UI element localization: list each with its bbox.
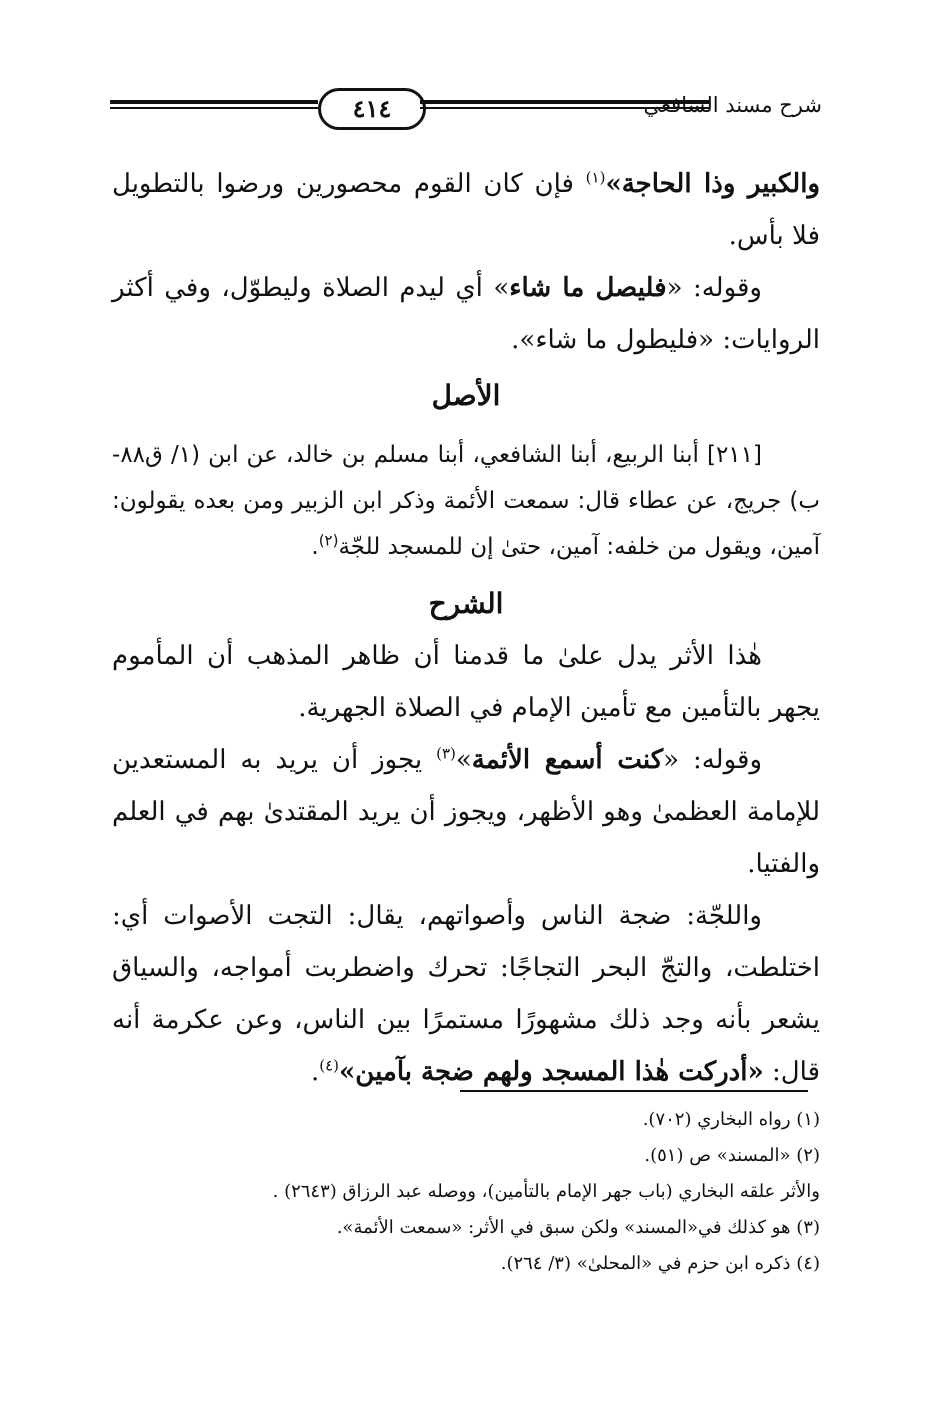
heading-sharh: الشرح	[428, 587, 504, 620]
hadith-text: [٢١١] أبنا الربيع، أبنا الشافعي، أبنا مسلم بن خالد، عن ابن (١/ ق٨٨-ب) جريج، عن عطاء قال: سمعت الأئمة وذكر ابن الزبير ومن بعده يقولون: آمين، ويقول من خلفه: آمين، حتىٰ إن للمسجد للجّة$^{(٢)}$.	[112, 442, 820, 560]
sharh-paragraph-3: واللجّة: ضجة الناس وأصواتهم، يقال: التجت الأصوات أي: اختلطت، والتجّ البحر التجاجًا: تحرك واضطربت أمواجه، والسياق يشعر بأنه وجد ذلك مشهورًا مستمرًا بين الناس، وعن عكرمة أنه قال: «أدركت هٰذا المسجد ولهم ضجة بآمين»$^{(٤)}$.	[112, 901, 820, 1087]
footnotes	[112, 1102, 820, 1282]
footnote-separator	[460, 1090, 808, 1092]
footnote-2: (٢) «المسند» ص (٥١).	[644, 1145, 820, 1166]
book-title: شرح مسند الشافعي	[643, 93, 822, 117]
sharh-paragraph-1: هٰذا الأثر يدل علىٰ ما قدمنا أن ظاهر المذهب أن المأموم يجهر بالتأمين مع تأمين الإمام في الصلاة الجهرية.	[112, 641, 820, 723]
page-number: ٤١٤	[318, 88, 426, 130]
footnote-1: (١) رواه البخاري (٧٠٢).	[642, 1109, 820, 1130]
footnote-3: (٣) هو كذلك في«المسند» ولكن سبق في الأثر: «سمعت الأئمة».	[336, 1217, 820, 1238]
sharh-section	[112, 630, 820, 1098]
footnote-ref-4[interactable]: (٤)	[319, 1056, 340, 1075]
footnote-4: (٤) ذكره ابن حزم في «المحلىٰ» (٣/ ٢٦٤).	[500, 1253, 820, 1274]
header-rule-left	[110, 100, 318, 112]
footnote-ref-3[interactable]: (٣)	[436, 744, 456, 763]
footnote-ref-1[interactable]: (١)	[585, 168, 606, 187]
intro-paragraph-1: والكبير وذا الحاجة»$^{(١)}$ فإن كان القوم محصورين ورضوا بالتطويل فلا بأس.	[112, 168, 820, 251]
heading-asl: الأصل	[431, 379, 501, 412]
sharh-paragraph-2: وقوله: «كنت أسمع الأئمة»$^{(٣)}$ يجوز أن يريد به المستعدين للإمامة العظمىٰ وهو الأظهر، ويجوز أن يريد المقتدىٰ بهم في العلم والفتيا.	[112, 744, 820, 879]
intro-paragraph-2: وقوله: «فليصل ما شاء» أي ليدم الصلاة وليطوّل، وفي أكثر الروايات: «فليطول ما شاء».	[112, 273, 820, 355]
intro-section	[112, 158, 820, 366]
running-header	[110, 88, 822, 132]
footnote-2-continued: والأثر علقه البخاري (باب جهر الإمام بالتأمين)، ووصله عبد الرزاق (٢٦٤٣) .	[272, 1181, 820, 1202]
footnote-ref-2[interactable]: (٢)	[318, 531, 339, 550]
